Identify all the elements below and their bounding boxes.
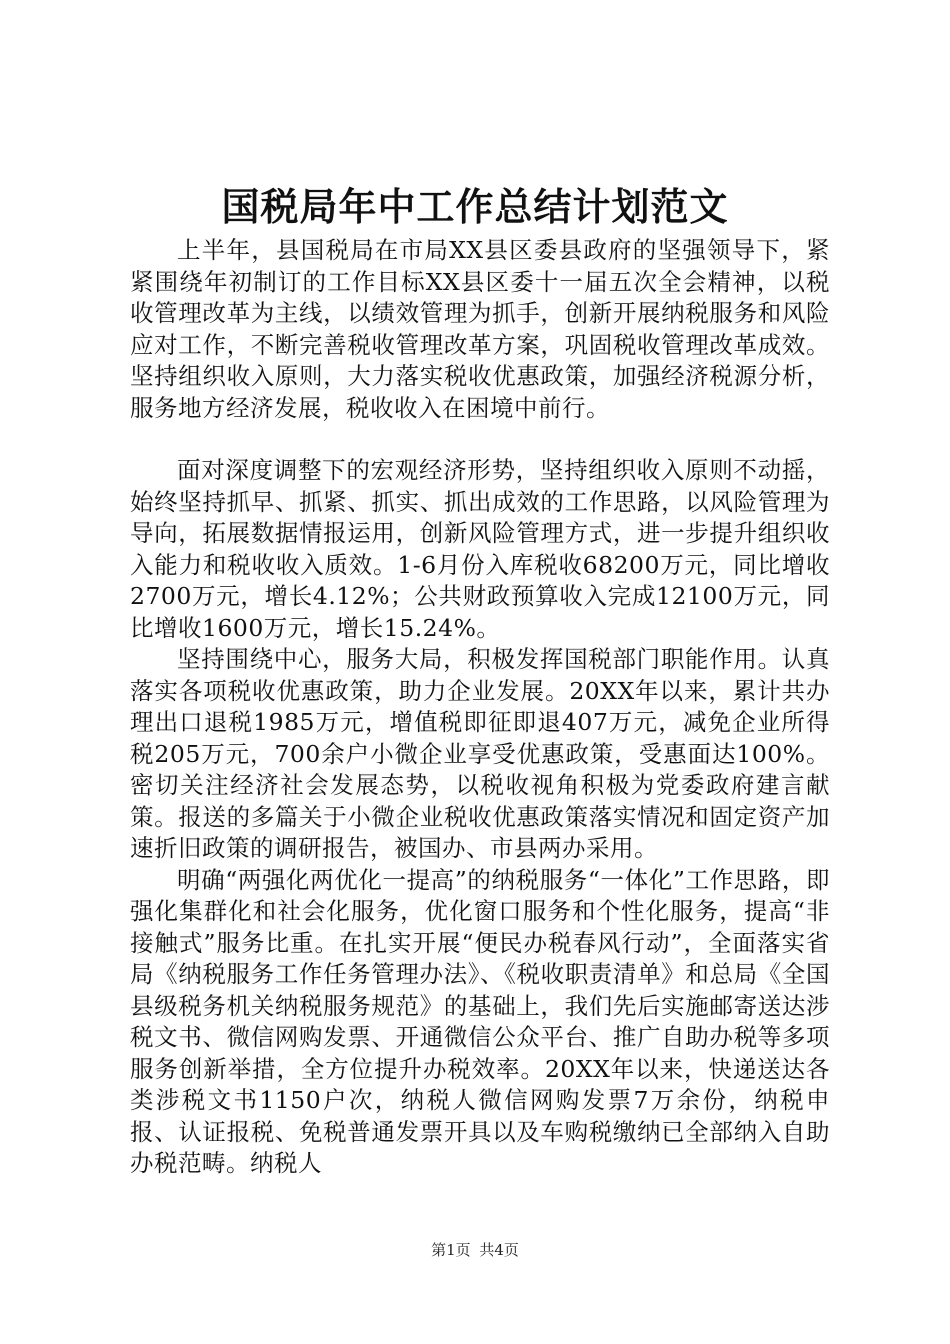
paragraph-policy: 坚持围绕中心，服务大局，积极发挥国税部门职能作用。认真落实各项税收优惠政策，助力企业发展。20XX年以来，累计共办理出口退税1985万元，增值税即征即退407万元，减免企业所得税205万元，700余户小微企业享受优惠政策，受惠面达100%。密切关注经济社会发展态势，以税收视角积极为党委政府建言献策。报送的多篇关于小微企业税收优惠政策落实情况和固定资产加速折旧政策的调研报告，被国办、市县两办采用。 xyxy=(130,645,830,862)
paragraph-intro: 上半年，县国税局在市局XX县区委县政府的坚强领导下，紧紧围绕年初制订的工作目标XX县区委十一届五次全会精神，以税收管理改革为主线，以绩效管理为抓手，创新开展纳税服务和风险应对工作，不断完善税收管理改革方案，巩固税收管理改革成效。坚持组织收入原则，大力落实税收优惠政策，加强经济税源分析，服务地方经济发展，税收收入在困境中前行。 xyxy=(130,236,830,422)
page-footer xyxy=(0,1240,950,1260)
document-body xyxy=(130,235,830,1177)
page-total: 共4页 xyxy=(479,1241,519,1259)
paragraph-revenue: 面对深度调整下的宏观经济形势，坚持组织收入原则不动摇，始终坚持抓早、抓紧、抓实、抓出成效的工作思路，以风险管理为导向，拓展数据情报运用，创新风险管理方式，进一步提升组织收入能力和税收收入质效。1-6月份入库税收68200万元，同比增收2700万元，增长4.12%；公共财政预算收入完成12100万元，同比增收1600万元，增长15.24%。 xyxy=(130,456,830,642)
document-title: 国税局年中工作总结计划范文 xyxy=(221,184,729,229)
paragraph-service: 明确“两强化两优化一提高”的纳税服务“一体化”工作思路，即强化集群化和社会化服务，优化窗口服务和个性化服务，提高“非接触式”服务比重。在扎实开展“便民办税春风行动”，全面落实省局《纳税服务工作任务管理办法》、《税收职责清单》和总局《全国县级税务机关纳税服务规范》的基础上，我们先后实施邮寄送达涉税文书、微信网购发票、开通微信公众平台、推广自助办税等多项服务创新举措，全方位提升办税效率。20XX年以来，快递送达各类涉税文书1150户次，纳税人微信网购发票7万余份，纳税申报、认证报税、免税普通发票开具以及车购税缴纳已全部纳入自助办税范畴。纳税人 xyxy=(130,865,830,1177)
page-number: 第1页 xyxy=(431,1241,471,1259)
